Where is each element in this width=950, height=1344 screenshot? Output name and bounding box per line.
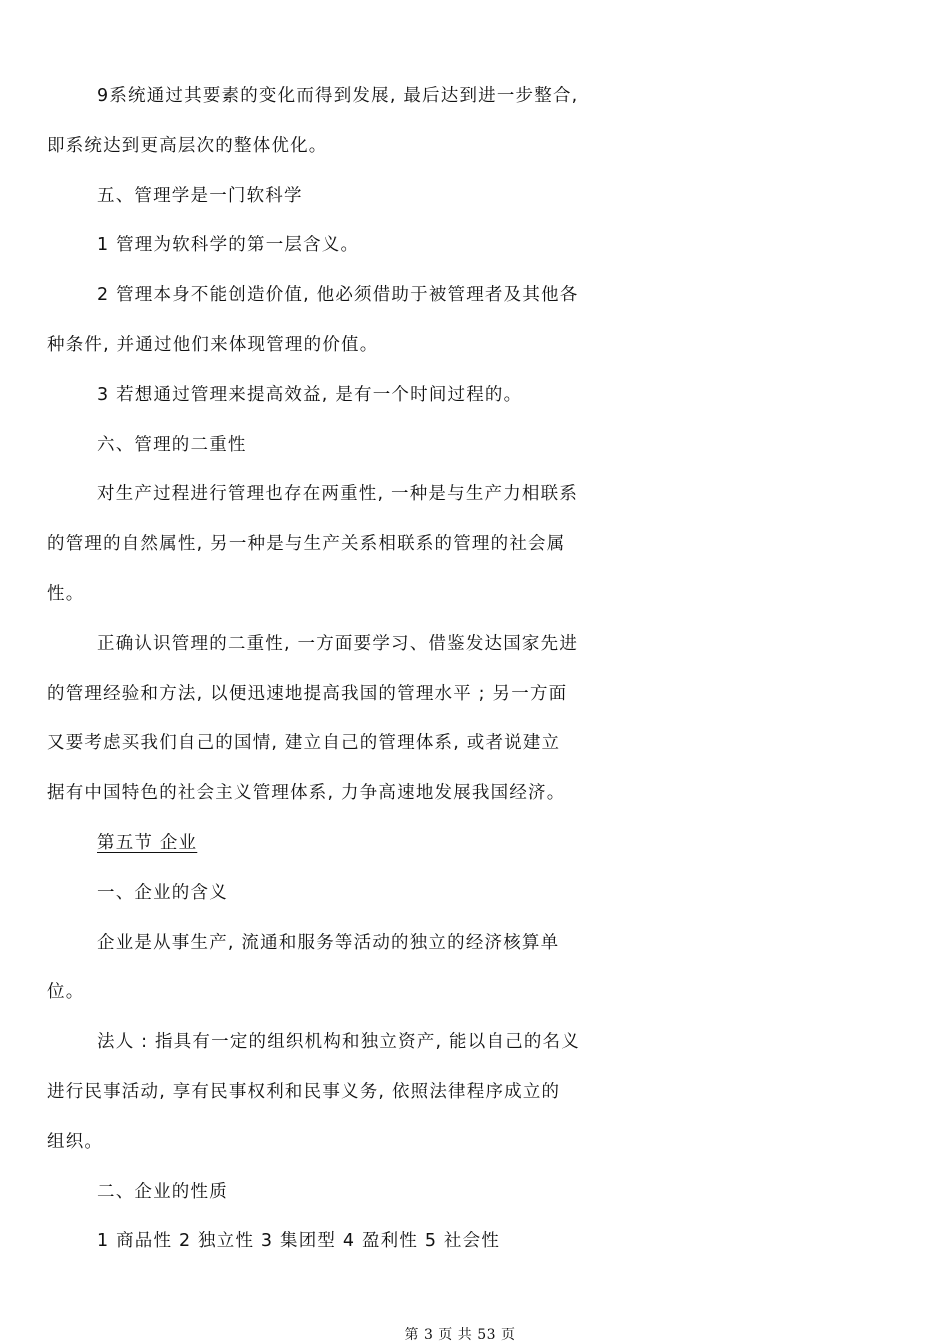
paragraph-line: 即系统达到更高层次的整体优化。 bbox=[47, 135, 328, 156]
paragraph-line: 的管理经验和方法, 以便迅速地提高我国的管理水平 ; 另一方面 bbox=[47, 683, 568, 704]
paragraph-line: 位。 bbox=[47, 982, 85, 1003]
paragraph-line: 法人 : 指具有一定的组织机构和独立资产, 能以自己的名义 bbox=[97, 1032, 580, 1053]
paragraph-line: 1 商品性 2 独立性 3 集团型 4 盈利性 5 社会性 bbox=[97, 1231, 501, 1252]
paragraph-line: 进行民事活动, 享有民事权利和民事义务, 依照法律程序成立的 bbox=[47, 1081, 561, 1102]
paragraph-line: 正确认识管理的二重性, 一方面要学习、借鉴发达国家先进 bbox=[97, 633, 579, 654]
section-heading: 一、企业的含义 bbox=[97, 882, 228, 903]
chapter-heading-text: 第五节 企业 bbox=[97, 832, 198, 853]
paragraph-line: 3 若想通过管理来提高效益, 是有一个时间过程的。 bbox=[97, 384, 523, 405]
page-footer: 第 3 页 共 53 页 bbox=[404, 1327, 516, 1343]
paragraph-line: 企业是从事生产, 流通和服务等活动的独立的经济核算单 bbox=[97, 932, 560, 953]
section-heading: 六、管理的二重性 bbox=[97, 434, 247, 455]
paragraph-line: 又要考虑买我们自己的国情, 建立自己的管理体系, 或者说建立 bbox=[47, 733, 561, 754]
paragraph-line: 的管理的自然属性, 另一种是与生产关系相联系的管理的社会属 bbox=[47, 534, 566, 555]
paragraph-line: 2 管理本身不能创造价值, 他必须借助于被管理者及其他各 bbox=[97, 285, 579, 306]
paragraph-line: 据有中国特色的社会主义管理体系, 力争高速地发展我国经济。 bbox=[47, 783, 566, 804]
paragraph-line: 对生产过程进行管理也存在两重性, 一种是与生产力相联系 bbox=[97, 484, 579, 505]
chapter-heading bbox=[47, 827, 592, 877]
section-heading: 二、企业的性质 bbox=[97, 1181, 228, 1202]
paragraph-line: 种条件, 并通过他们来体现管理的价值。 bbox=[47, 334, 379, 355]
document-body bbox=[47, 80, 592, 1275]
section-heading: 五、管理学是一门软科学 bbox=[97, 185, 303, 206]
paragraph-line: 性。 bbox=[47, 583, 85, 604]
paragraph-line: 组织。 bbox=[47, 1131, 104, 1152]
paragraph-line: 9系统通过其要素的变化而得到发展, 最后达到进一步整合, bbox=[97, 86, 579, 106]
paragraph-line: 1 管理为软科学的第一层含义。 bbox=[97, 235, 360, 256]
